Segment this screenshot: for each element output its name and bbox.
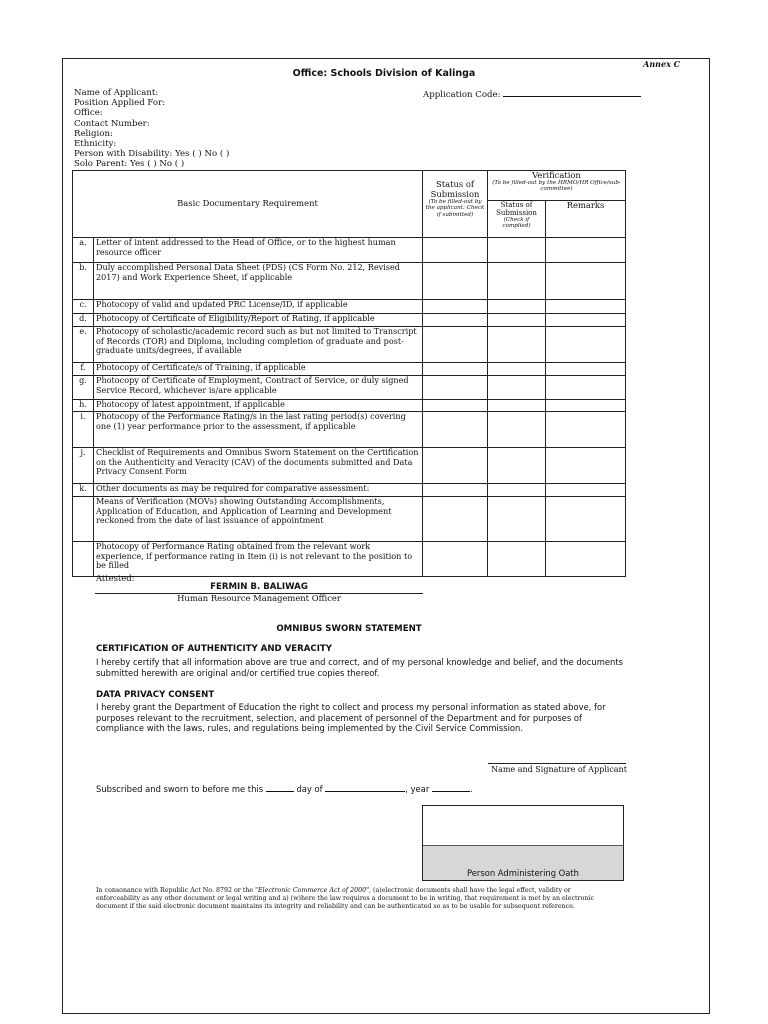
row-requirement: Photocopy of Certificate of Eligibility/Report of Rating, if applicable <box>94 314 423 327</box>
header-remarks <box>546 201 626 238</box>
footnote <box>96 887 616 910</box>
row-requirement: Photocopy of Certificate/s of Training, if applicable <box>94 363 423 376</box>
remarks-cell[interactable] <box>546 263 626 300</box>
row-letter: c. <box>73 300 94 314</box>
status-cell[interactable] <box>423 400 488 412</box>
remarks-cell[interactable] <box>546 448 626 484</box>
subscribed-text-2: day of <box>296 784 323 794</box>
remarks-cell[interactable] <box>546 497 626 542</box>
status-cell[interactable] <box>423 263 488 300</box>
verification-status-cell[interactable] <box>488 300 546 314</box>
verification-status-cell[interactable] <box>488 400 546 412</box>
row-requirement: Photocopy of Certificate of Employment, Contract of Service, or duly signed Service Record, whichever is/are applicable <box>94 376 423 400</box>
application-code-field[interactable] <box>423 88 641 100</box>
table-row <box>73 448 626 484</box>
header-verification-note: (To be filled-out by the HRMO/HR Office/sub-committee) <box>492 180 621 193</box>
row-letter: d. <box>73 314 94 327</box>
table-row <box>73 400 626 412</box>
applicant-signature-label: Name and Signature of Applicant <box>491 765 627 774</box>
remarks-cell[interactable] <box>546 400 626 412</box>
header-verification-label: Verification <box>532 170 581 180</box>
status-cell[interactable] <box>423 448 488 484</box>
table-row <box>73 497 626 542</box>
row-requirement: Photocopy of the Performance Rating/s in the last rating period(s) covering one (1) year performance prior to the assessment, if applicable <box>94 412 423 448</box>
header-v-status-label: Status of Submission <box>496 201 537 217</box>
office-title: Office: Schools Division of Kalinga <box>292 68 476 79</box>
day-blank[interactable] <box>266 784 294 792</box>
verification-status-cell[interactable] <box>488 263 546 300</box>
row-requirement: Photocopy of scholastic/academic record such as but not limited to Transcript of Records (TOR) and Diploma, including completion of graduate and post-graduate units/degrees, if available <box>94 327 423 363</box>
pwd-field[interactable]: Person with Disability: Yes ( ) No ( ) <box>74 149 230 160</box>
verification-status-cell[interactable] <box>488 314 546 327</box>
verification-status-cell[interactable] <box>488 484 546 497</box>
footnote-text-1: In consonance with Republic Act No. 8792 or the " <box>96 887 259 894</box>
attested-position: Human Resource Management Officer <box>177 593 341 603</box>
header-v-status <box>488 201 546 238</box>
row-letter: i. <box>73 412 94 448</box>
status-cell[interactable] <box>423 412 488 448</box>
remarks-cell[interactable] <box>546 542 626 577</box>
status-cell[interactable] <box>423 363 488 376</box>
table-row <box>73 238 626 263</box>
table-row <box>73 363 626 376</box>
position-field[interactable]: Position Applied For: <box>74 98 166 109</box>
row-letter <box>73 497 94 542</box>
verification-status-cell[interactable] <box>488 497 546 542</box>
header-v-status-note: (Check if complied) <box>502 217 531 230</box>
verification-status-cell[interactable] <box>488 448 546 484</box>
contact-field[interactable]: Contact Number: <box>74 118 150 129</box>
table-row <box>73 376 626 400</box>
applicant-info <box>74 88 229 170</box>
status-cell[interactable] <box>423 300 488 314</box>
status-cell[interactable] <box>423 376 488 400</box>
row-requirement: Means of Verification (MOVs) showing Outstanding Accomplishments, Application of Education, and Application of Learning and Development reckoned from the date of last issuance of appointment <box>94 497 423 542</box>
table-row <box>73 314 626 327</box>
attested-name: FERMIN B. BALIWAG <box>95 582 423 594</box>
oath-box[interactable] <box>422 805 624 881</box>
status-cell[interactable] <box>423 542 488 577</box>
verification-status-cell[interactable] <box>488 238 546 263</box>
subscribed-text-4: . <box>469 784 473 794</box>
header-remarks-label: Remarks <box>566 200 605 210</box>
status-cell[interactable] <box>423 238 488 263</box>
subscribed-statement <box>96 784 473 794</box>
year-blank[interactable] <box>432 784 470 792</box>
certification-heading: CERTIFICATION OF AUTHENTICITY AND VERACITY <box>96 644 333 654</box>
row-letter: g. <box>73 376 94 400</box>
row-letter: e. <box>73 327 94 363</box>
applicant-name-field[interactable]: Name of Applicant: <box>74 88 159 98</box>
remarks-cell[interactable] <box>546 412 626 448</box>
row-letter <box>73 542 94 577</box>
remarks-cell[interactable] <box>546 484 626 497</box>
application-code-label: Application Code: <box>423 90 501 100</box>
row-letter: a. <box>73 238 94 263</box>
application-code-line <box>503 88 641 97</box>
month-blank[interactable] <box>325 784 405 792</box>
table-row <box>73 484 626 497</box>
solo-parent-field[interactable]: Solo Parent: Yes ( ) No ( ) <box>74 159 185 170</box>
header-status <box>423 171 488 238</box>
requirements-table <box>72 170 626 577</box>
remarks-cell[interactable] <box>546 314 626 327</box>
row-letter: h. <box>73 400 94 412</box>
religion-field[interactable]: Religion: <box>74 128 113 139</box>
office-field[interactable]: Office: <box>74 108 103 119</box>
status-cell[interactable] <box>423 484 488 497</box>
header-status-note: (To be filled-out by the applicant: Check if submitted) <box>425 199 485 218</box>
certification-body: I hereby certify that all information above are true and correct, and of my personal knowledge and belief, and the documents submitted herewith are original and/or certified true copies thereof. <box>96 657 623 678</box>
verification-status-cell[interactable] <box>488 542 546 577</box>
footnote-text-2: ", (a)electronic documents shall have the legal effect, validity or enforceability as any other document or legal writing and a) (w)here the law requires a document to be in writing, that requirement is met by an electronic document if the said electronic document maintains its integrity and reliability and can be authenticated so as to be usable for subsequent reference. <box>96 887 594 910</box>
row-requirement: Duly accomplished Personal Data Sheet (PDS) (CS Form No. 212, Revised 2017) and Work Experience Sheet, if applicable <box>94 263 423 300</box>
remarks-cell[interactable] <box>546 238 626 263</box>
subscribed-text-3: , year <box>405 784 430 794</box>
table-row <box>73 263 626 300</box>
footnote-act-name: Electronic Commerce Act of 2000 <box>258 887 367 894</box>
verification-status-cell[interactable] <box>488 327 546 363</box>
row-requirement: Photocopy of latest appointment, if applicable <box>94 400 423 412</box>
remarks-cell[interactable] <box>546 376 626 400</box>
privacy-heading: DATA PRIVACY CONSENT <box>96 690 215 700</box>
privacy-body: I hereby grant the Department of Education the right to collect and process my personal information as stated above, for purposes relevant to the recruitment, selection, and placement of personnel of the Department and for purposes of compliance with the laws, rules, and regulations being implemented by the Civil Service Commission. <box>96 702 606 734</box>
row-requirement: Photocopy of valid and updated PRC License/ID, if applicable <box>94 300 423 314</box>
header-status-label: Status of Submission <box>430 179 480 199</box>
table-row <box>73 300 626 314</box>
status-cell[interactable] <box>423 314 488 327</box>
attested-label: Attested: <box>96 573 135 583</box>
remarks-cell[interactable] <box>546 363 626 376</box>
header-verification <box>488 171 626 201</box>
header-requirement: Basic Documentary Requirement <box>73 171 423 238</box>
remarks-cell[interactable] <box>546 327 626 363</box>
verification-status-cell[interactable] <box>488 363 546 376</box>
omnibus-title: OMNIBUS SWORN STATEMENT <box>276 624 422 634</box>
row-letter: f. <box>73 363 94 376</box>
verification-status-cell[interactable] <box>488 412 546 448</box>
remarks-cell[interactable] <box>546 300 626 314</box>
annex-label: Annex C <box>643 59 680 69</box>
table-row <box>73 327 626 363</box>
row-letter: k. <box>73 484 94 497</box>
applicant-signature-line[interactable] <box>488 763 626 764</box>
ethnicity-field[interactable]: Ethnicity: <box>74 139 117 150</box>
subscribed-text-1: Subscribed and sworn to before me this <box>96 784 264 794</box>
row-requirement: Letter of intent addressed to the Head of Office, or to the highest human resource officer <box>94 238 423 263</box>
row-requirement: Other documents as may be required for comparative assessment: <box>94 484 423 497</box>
table-row <box>73 412 626 448</box>
status-cell[interactable] <box>423 327 488 363</box>
status-cell[interactable] <box>423 497 488 542</box>
row-letter: b. <box>73 263 94 300</box>
table-row <box>73 542 626 577</box>
row-letter: j. <box>73 448 94 484</box>
row-requirement: Photocopy of Performance Rating obtained from the relevant work experience, if performance rating in Item (i) is not relevant to the position to be filled <box>94 542 423 577</box>
row-requirement: Checklist of Requirements and Omnibus Sworn Statement on the Certification on the Authenticity and Veracity (CAV) of the documents submitted and Data Privacy Consent Form <box>94 448 423 484</box>
verification-status-cell[interactable] <box>488 376 546 400</box>
oath-label: Person Administering Oath <box>467 868 579 878</box>
